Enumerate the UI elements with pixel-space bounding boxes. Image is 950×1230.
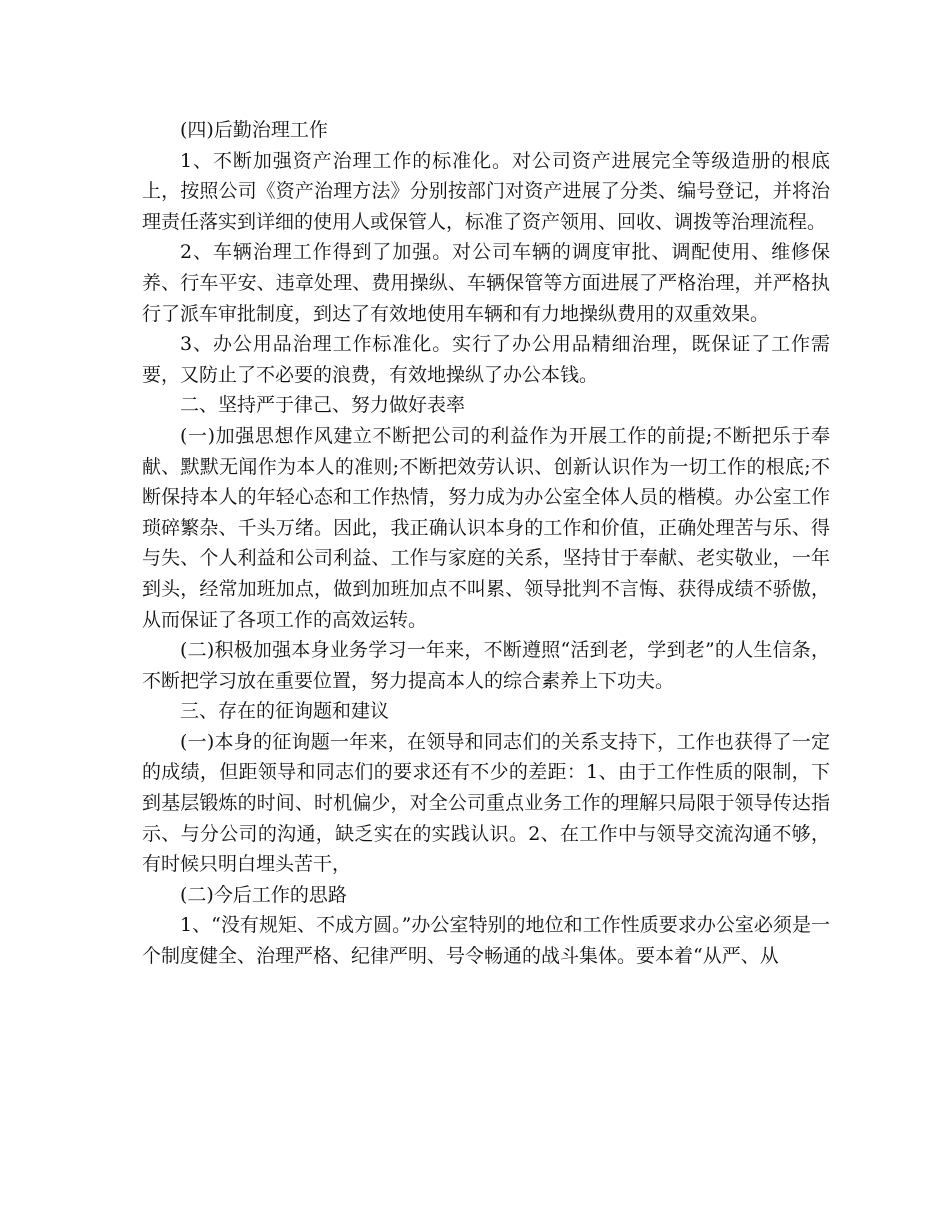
paragraph-own-problems: (一)本身的征询题一年来，在领导和同志们的关系支持下，工作也获得了一定的成绩，但距领导和同志们的要求还有不少的差距：1、由于工作性质的限制，下到基层锻炼的时间、时机偏少，对全公司重点业务工作的理解只局限于领导传达指示、与分公司的沟通，缺乏实在的实践认识。2、在工作中与领导交流沟通不够，有时候只明白埋头苦干，: [142, 730, 830, 876]
document-body: [142, 115, 830, 972]
section-heading-self-discipline: 二、坚持严于律己、努力做好表率: [180, 394, 466, 417]
paragraph-ideology-style: (一)加强思想作风建立不断把公司的利益作为开展工作的前提;不断把乐于奉献、默默无闻作为本人的准则;不断把效劳认识、创新认识作为一切工作的根底;不断保持本人的年轻心态和工作热情，努力成为办公室全体人员的楷模。办公室工作琐碎繁杂、千头万绪。因此，我正确认识本身的工作和价值，正确处理苦与乐、得与失、个人利益和公司利益、工作与家庭的关系，坚持甘于奉献、老实敬业，一年到头，经常加班加点，做到加班加点不叫累、领导批判不言悔、获得成绩不骄傲，从而保证了各项工作的高效运转。: [142, 424, 830, 631]
paragraph-rules: 1、“没有规矩、不成方圆。”办公室特别的地位和工作性质要求办公室必须是一个制度健全、治理严格、纪律严明、号令畅通的战斗集体。要本着“从严、从: [142, 914, 830, 968]
section-heading-problems: 三、存在的征询题和建议: [180, 700, 390, 723]
paragraph-vehicle-management: 2、车辆治理工作得到了加强。对公司车辆的调度审批、调配使用、维修保养、行车平安、违章处理、费用操纵、车辆保管等方面进展了严格治理，并严格执行了派车审批制度，到达了有效地使用车辆和有力地操纵费用的双重效果。: [142, 241, 830, 325]
section-heading-logistics: (四)后勤治理工作: [180, 119, 328, 141]
paragraph-office-supplies: 3、办公用品治理工作标准化。实行了办公用品精细治理，既保证了工作需要，又防止了不必要的浪费，有效地操纵了办公本钱。: [142, 333, 830, 386]
section-heading-future-ideas: (二)今后工作的思路: [180, 883, 347, 906]
paragraph-asset-management: 1、不断加强资产治理工作的标准化。对公司资产进展完全等级造册的根底上，按照公司《资产治理方法》分别按部门对资产进展了分类、编号登记，并将治理责任落实到详细的使用人或保管人，标准了资产领用、回收、调拨等治理流程。: [142, 149, 830, 233]
paragraph-business-study: (二)积极加强本身业务学习一年来，不断遵照“活到老，学到老”的人生信条，不断把学习放在重要位置，努力提高本人的综合素养上下功夫。: [142, 639, 830, 692]
